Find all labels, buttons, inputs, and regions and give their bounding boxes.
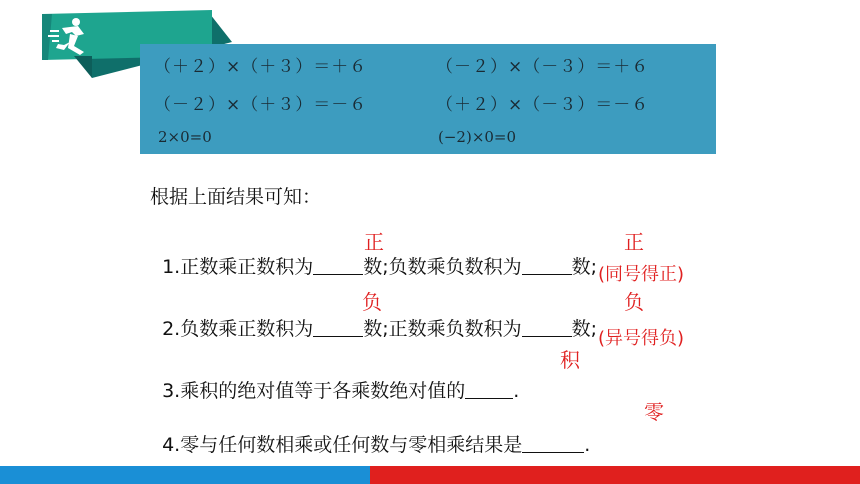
formula-2: （－２）×（－３）＝＋６ xyxy=(436,57,650,77)
intro-text: 根据上面结果可知： xyxy=(150,186,322,208)
formula-5: 2×0=0 xyxy=(158,128,212,146)
rule-2-blank-1 xyxy=(313,318,363,337)
answer-6: 零 xyxy=(644,400,664,424)
rule-3-num: 3. xyxy=(162,380,181,402)
rule-4-blank xyxy=(522,434,584,453)
rule-2-blank-2 xyxy=(522,318,572,337)
rule-4-part-c: . xyxy=(584,434,591,456)
rule-3-blank xyxy=(465,380,513,399)
note-diff-sign: (异号得负) xyxy=(598,328,685,349)
rule-2-part-a: 负数乘正数积为 xyxy=(180,318,314,340)
rule-1-part-c: 数; xyxy=(571,256,598,278)
rule-1-part-b: 数;负数乘负数积为 xyxy=(363,256,522,278)
rule-3-part-c: . xyxy=(513,380,520,402)
rule-4 xyxy=(150,408,590,457)
formula-box xyxy=(140,44,716,154)
answer-3: 负 xyxy=(362,290,382,314)
rule-1-blank-2 xyxy=(522,256,572,275)
answer-5: 积 xyxy=(560,348,580,372)
rule-3 xyxy=(150,354,519,403)
rule-2-part-b: 数;正数乘负数积为 xyxy=(363,318,522,340)
formula-3: （－２）×（＋３）＝－６ xyxy=(154,95,368,115)
rule-1-part-a: 正数乘正数积为 xyxy=(180,256,314,278)
rule-1-num: 1. xyxy=(162,256,181,278)
answer-1: 正 xyxy=(364,230,384,254)
rule-3-part-a: 乘积的绝对值等于各乘数绝对值的 xyxy=(180,380,466,402)
formula-1: （＋２）×（＋３）＝＋６ xyxy=(154,57,368,77)
formula-6: (−2)×0=0 xyxy=(438,128,517,146)
rule-1-blank-1 xyxy=(313,256,363,275)
rule-4-num: 4. xyxy=(162,434,181,456)
rule-2-num: 2. xyxy=(162,318,181,340)
footer-bar-red xyxy=(370,466,860,484)
note-same-sign: (同号得正) xyxy=(598,264,685,285)
rule-4-part-a: 零与任何数相乘或任何数与零相乘结果是 xyxy=(180,434,523,456)
footer-bar-blue xyxy=(0,466,370,484)
rule-2-part-c: 数; xyxy=(571,318,598,340)
formula-4: （＋２）×（－３）＝－６ xyxy=(436,95,650,115)
answer-4: 负 xyxy=(624,290,644,314)
answer-2: 正 xyxy=(624,230,644,254)
